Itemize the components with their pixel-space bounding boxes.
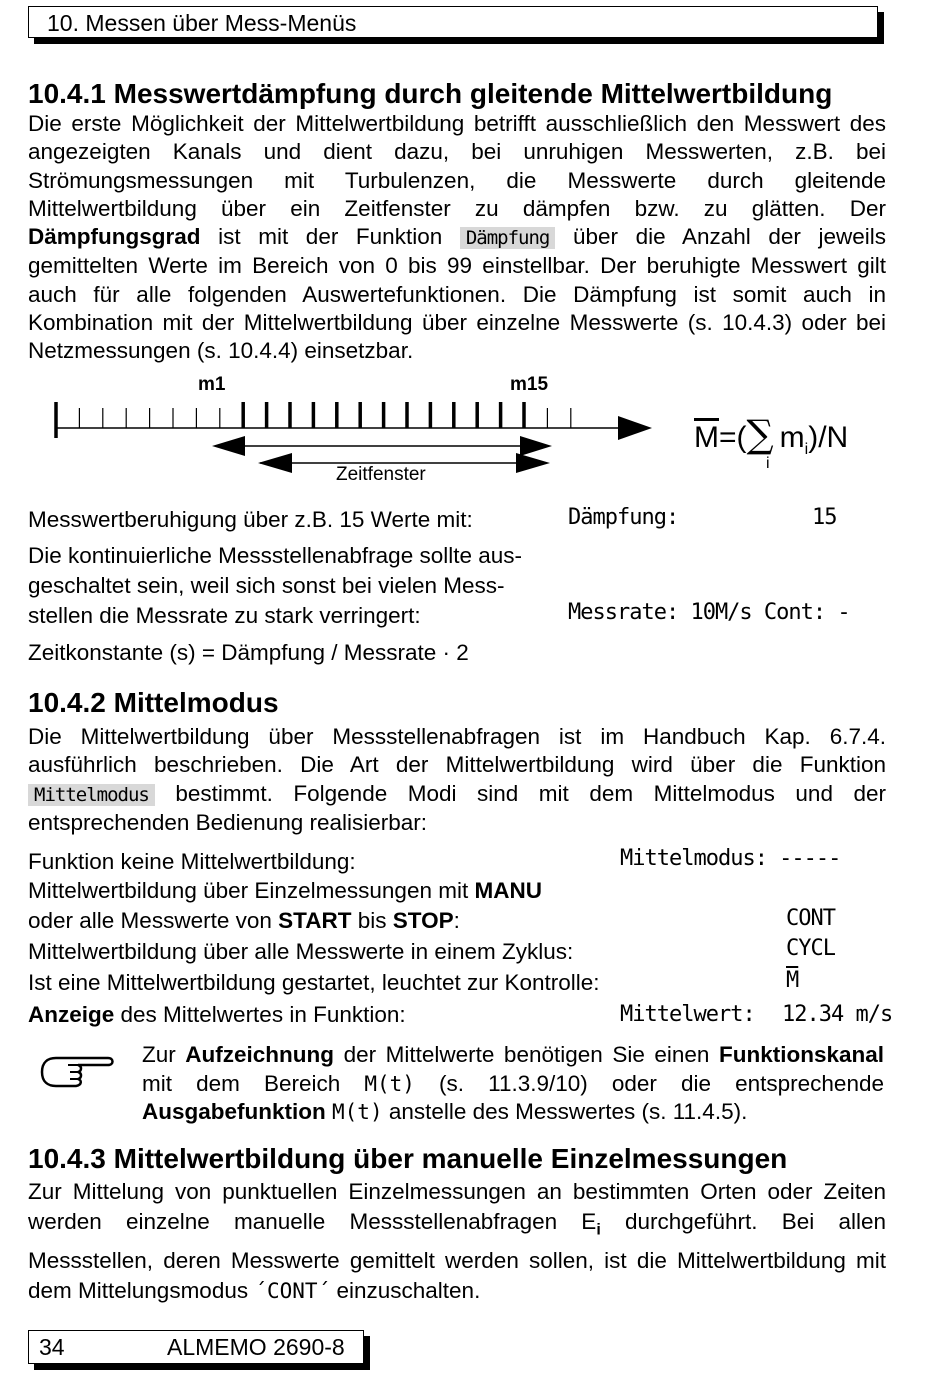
formula-sum: ∑ xyxy=(746,412,774,456)
lcd-messrate: Messrate: 10M/s Cont: - xyxy=(568,600,850,625)
note-bold: Funktionskanal xyxy=(718,1042,884,1067)
mean-formula xyxy=(694,412,848,459)
paragraph-text: Die Mittelwertbildung über Messstellenabfragen ist im Handbuch Kap. 6.7.4. ausführlich beschrieben. Die Art der Mittelwertbildung wird über die Funktion xyxy=(28,724,886,778)
paragraph-text: bestimmt. Folgende Modi sind mit dem Mittelmodus und der entsprechenden Bedienung realisierbar: xyxy=(28,780,886,835)
lcd-function-mittelmodus: Mittelmodus xyxy=(28,784,155,806)
key-manu: MANU xyxy=(474,878,542,903)
lcd-function-daempfung: Dämpfung xyxy=(460,227,556,249)
label-zeitfenster: Zeitfenster xyxy=(336,464,426,485)
formula-eq: =( xyxy=(719,421,747,454)
paragraph-text: über die Anzahl der jeweils gemittelten Werte im Bereich von 0 bis 99 einstellbar. Der beruhigte Messwert gilt auch für alle folgenden Auswertefunktionen. Die Dämpfung ist somit auch in Kombination mit der Mittelwertbildung über einzelne Messwerte (s. 10.4.3) oder bei Netzmessungen (s. 10.4.4) einsetzbar. xyxy=(28,224,886,364)
lcd-mean-indicator: $\overline{M}$ xyxy=(786,968,799,993)
lcd-mittelwert-value: 12.34 m/s xyxy=(782,1002,893,1027)
window-arrow-right-2 xyxy=(516,453,550,473)
device-name: ALMEMO 2690-8 xyxy=(167,1334,345,1360)
bold-term: Dämpfungsgrad xyxy=(28,224,201,250)
note-part: mit dem Bereich xyxy=(142,1070,365,1096)
row-text: : xyxy=(453,908,460,933)
key-stop: STOP xyxy=(392,908,454,933)
lcd-daempfung-value: 15 xyxy=(812,505,837,530)
formula-sub: i xyxy=(804,441,809,458)
label-m1: m1 xyxy=(198,374,226,395)
mode-row-cycle: Mittelwertbildung über alle Messwerte in einem Zyklus: xyxy=(28,939,574,964)
mode-row-none: Funktion keine Mittelwertbildung: xyxy=(28,849,356,874)
header-title: 10. Messen über Mess-Menüs xyxy=(47,10,357,36)
note-bold: Ausgabefunktion xyxy=(142,1099,326,1124)
lcd-cont: CONT xyxy=(786,906,835,931)
note-bold: Aufzeichnung xyxy=(185,1042,335,1067)
label-m15: m15 xyxy=(510,374,549,395)
cont-line-3: stellen die Messrate zu stark verringert: xyxy=(28,603,421,628)
row-text: Mittelwertbildung über Einzelmessungen mit xyxy=(28,878,475,903)
lcd-daempfung-label: Dämpfung: xyxy=(568,505,679,530)
mono-cont: ´CONT´ xyxy=(254,1278,331,1303)
page-footer xyxy=(28,1330,364,1364)
note-part: Zur xyxy=(142,1042,186,1067)
section-title-10-4-1: 10.4.1 Messwertdämpfung durch gleitende Mittelwertbildung xyxy=(28,78,833,109)
pointing-hand-icon xyxy=(38,1050,118,1094)
note-part: anstelle des Messwertes (s. 11.4.5). xyxy=(382,1099,748,1124)
mode-row-startstop xyxy=(28,908,460,934)
note-part: der Mittelwerte benötigen Sie einen xyxy=(334,1042,719,1067)
section-title-10-4-2: 10.4.2 Mittelmodus xyxy=(28,687,279,718)
paragraph-einzelmessungen xyxy=(28,1177,886,1306)
lcd-mittelwert-label: Mittelwert: xyxy=(620,1002,755,1027)
row-text: oder alle Messwerte von xyxy=(28,908,279,933)
formula-m: m xyxy=(779,421,805,454)
formula-index: i xyxy=(766,455,770,472)
paragraph-text: Die erste Möglichkeit der Mittelwertbildung betrifft ausschließlich den Messwert des angezeigten Kanals und dient dazu, bei unruhigen Messwerten, z.B. bei Strömungsmessungen mit Turbulenzen, die Messwerte durch gleitende Mittelwertbildung über ein Zeitfenster zu dämpfen bzw. zu glätten. Der xyxy=(28,111,886,221)
calm-text: Messwertberuhigung über z.B. 15 Werte mit: xyxy=(28,507,473,532)
bold-anzeige: Anzeige xyxy=(28,1002,115,1027)
paragraph-text: durchgeführt. Bei allen Messstellen, deren Messwerte gemittelt werden sollen, ist die Mittelwertbildung mit dem Mittelungsmodus xyxy=(28,1209,886,1303)
paragraph-mittelmodus xyxy=(28,723,886,837)
running-header xyxy=(28,6,878,38)
mode-row-manu xyxy=(28,878,542,904)
formula-end: )/N xyxy=(808,421,849,454)
cont-line-2: geschaltet sein, weil sich sonst bei vielen Mess- xyxy=(28,573,505,598)
mode-row-display xyxy=(28,1002,406,1028)
formula-mbar: $\overline{M}$ xyxy=(694,421,719,454)
row-text: des Mittelwertes in Funktion: xyxy=(114,1002,406,1027)
lcd-cycl: CYCL xyxy=(786,936,835,961)
lcd-mittelmodus: Mittelmodus: ----- xyxy=(620,846,841,871)
note-mono: M(t) xyxy=(364,1071,415,1096)
paragraph-text: Zur Mittelung von punktuellen Einzelmessungen an bestimmten Orten oder Zeiten werden einzelne manuelle Messstellenabfragen E xyxy=(28,1179,886,1234)
paragraph-text: ist mit der Funktion xyxy=(200,224,460,250)
note-mono: M(t) xyxy=(332,1100,383,1124)
paragraph-text: einzuschalten. xyxy=(330,1277,481,1303)
key-start: START xyxy=(278,908,352,933)
tick-marks xyxy=(56,402,571,438)
cont-line-1: Die kontinuierliche Messstellenabfrage sollte aus- xyxy=(28,543,523,568)
window-arrow-right xyxy=(520,436,552,456)
section-title-10-4-3: 10.4.3 Mittelwertbildung über manuelle Einzelmessungen xyxy=(28,1143,788,1174)
note-part: (s. 11.3.9/10) oder die entsprechende xyxy=(414,1070,884,1096)
window-arrow-left xyxy=(212,436,245,456)
note-text xyxy=(142,1041,884,1127)
subscript-i: i xyxy=(596,1221,601,1239)
window-arrow-left-2 xyxy=(258,453,292,473)
mode-row-indicator: Ist eine Mittelwertbildung gestartet, leuchtet zur Kontrolle: xyxy=(28,970,600,995)
zeitkonstante-formula: Zeitkonstante (s) = Dämpfung / Messrate · 2 xyxy=(28,640,469,665)
paragraph-daempfung xyxy=(28,110,886,366)
row-text: bis xyxy=(351,908,393,933)
axis-arrow xyxy=(618,416,652,440)
page-number: 34 xyxy=(39,1334,65,1360)
